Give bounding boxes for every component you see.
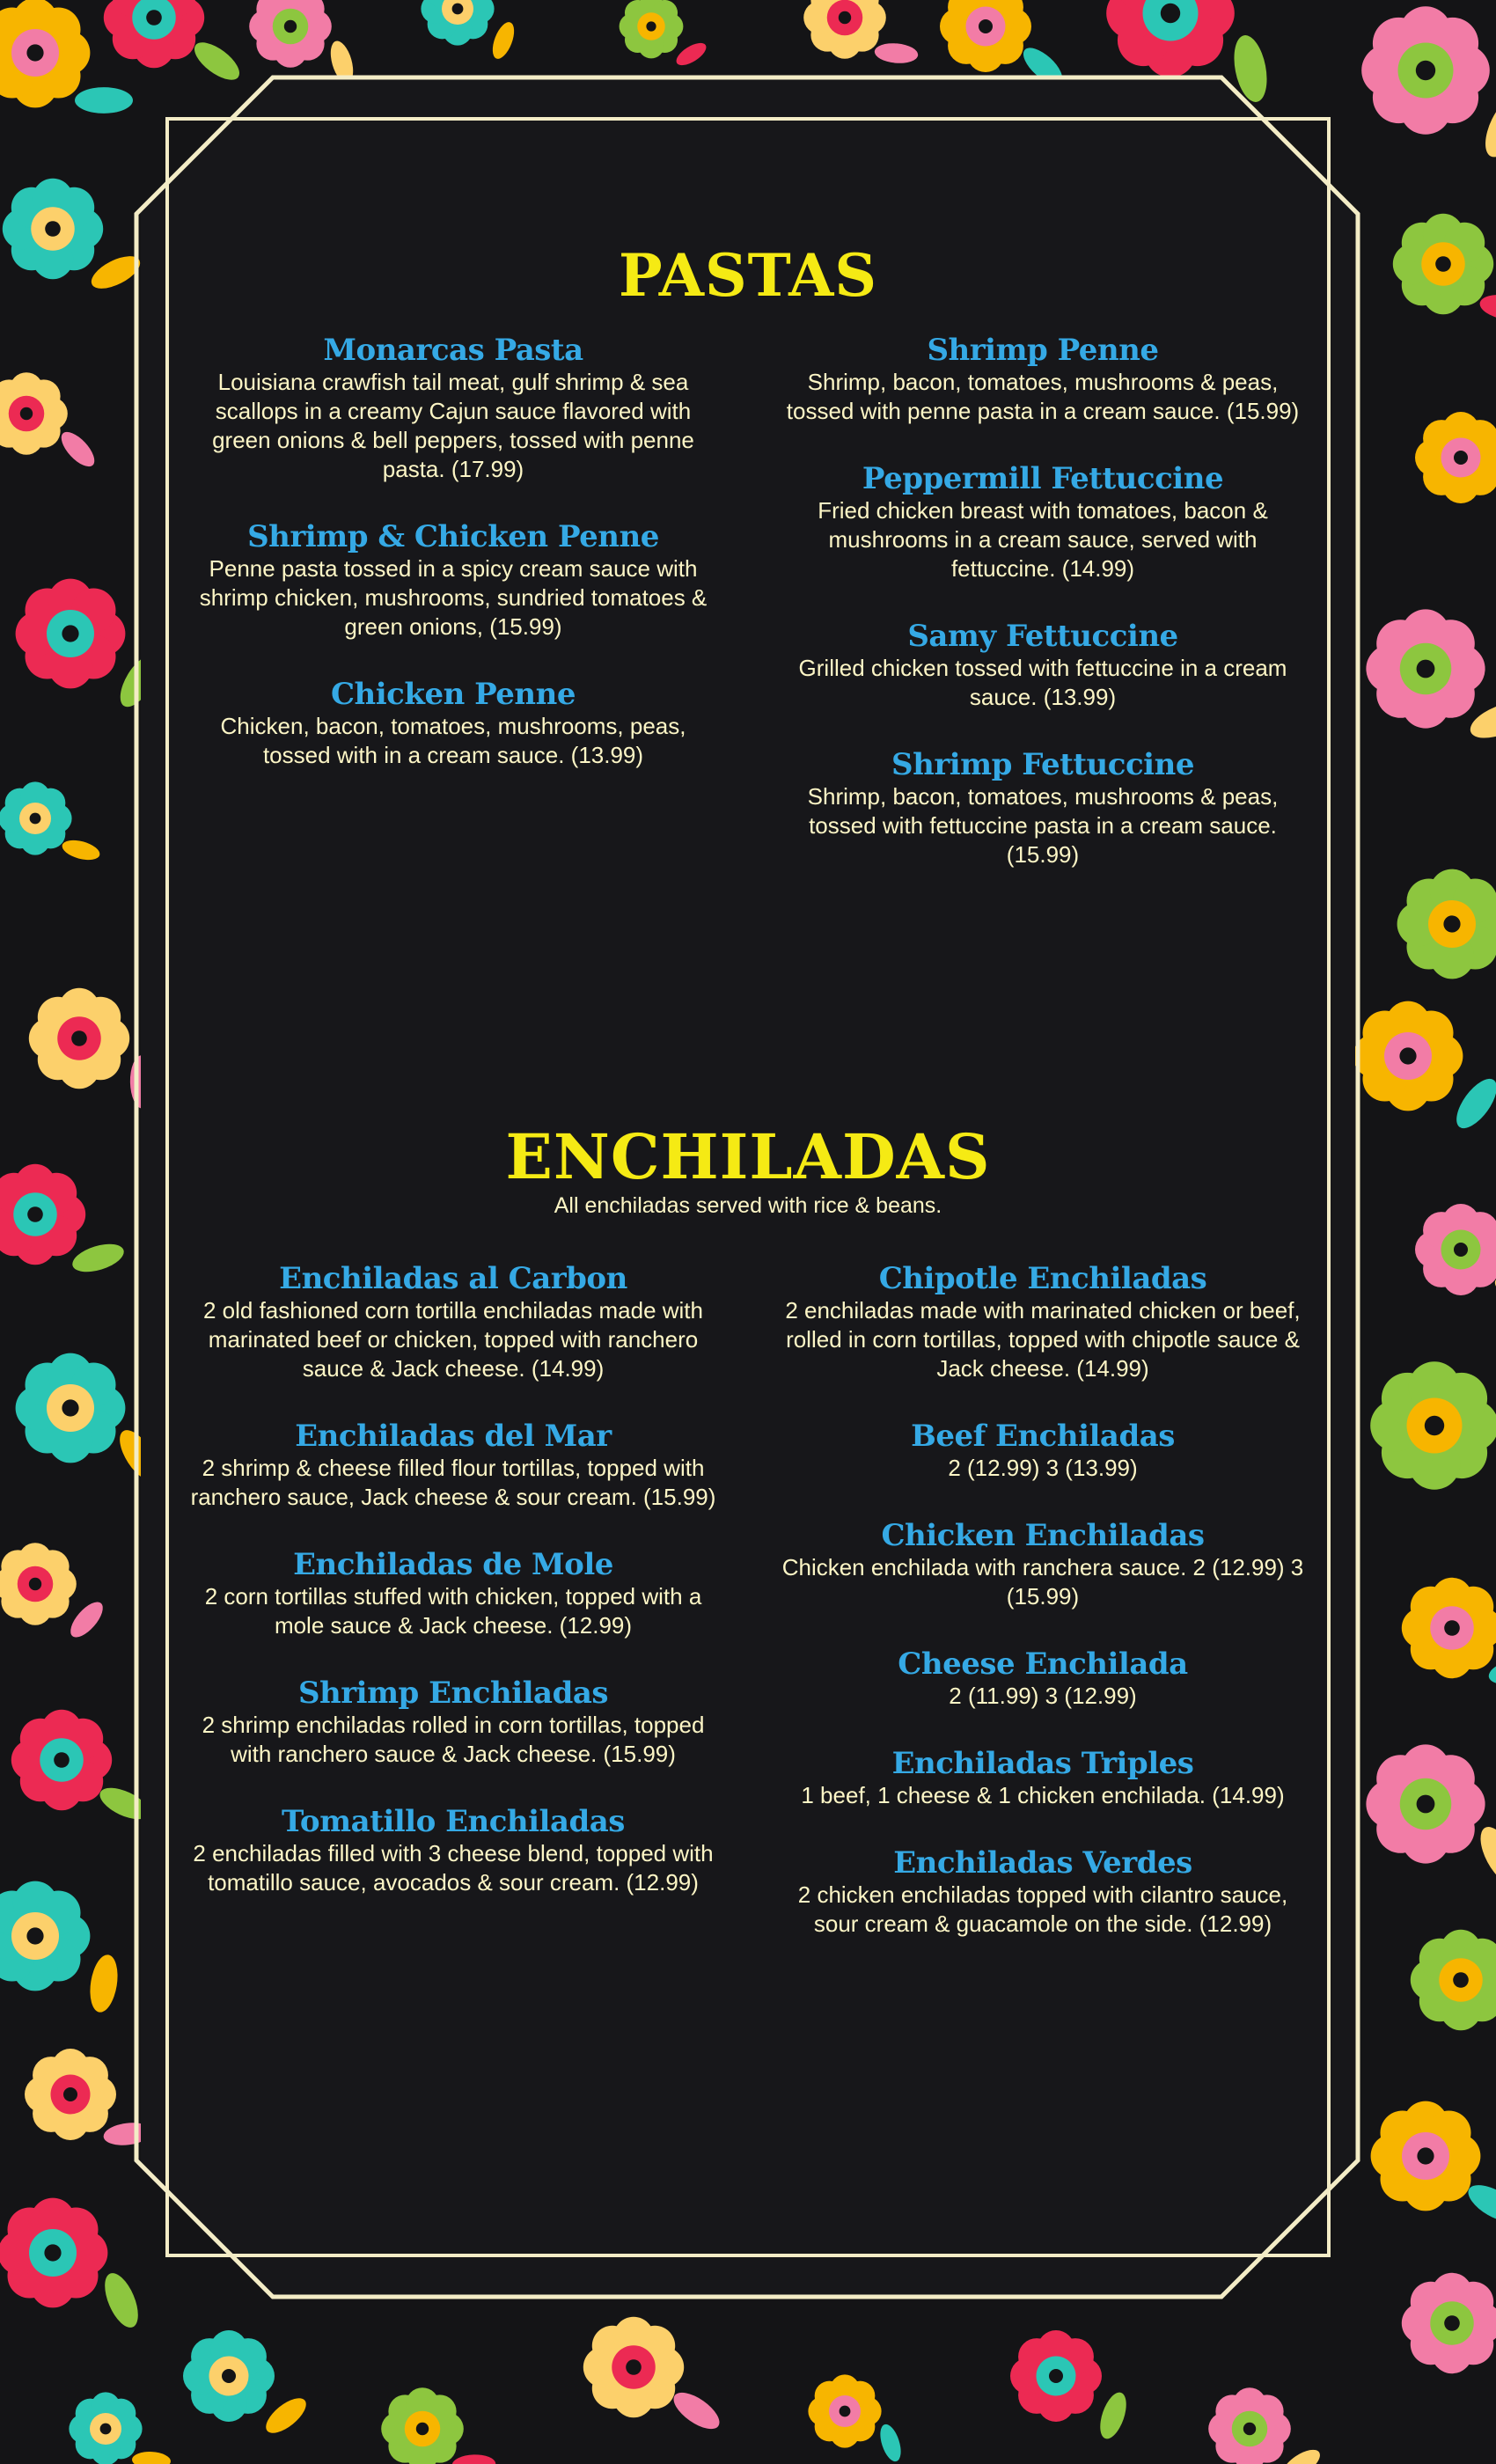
flower-dot-shape bbox=[840, 2406, 851, 2417]
menu-item bbox=[774, 333, 1311, 426]
leaf-shape bbox=[876, 2422, 905, 2464]
menu-item-description: Chicken, bacon, tomatoes, mushrooms, peas, tossed with in a cream sauce. (13.99) bbox=[220, 713, 686, 768]
menu-item bbox=[185, 677, 722, 770]
leaf-shape bbox=[1278, 2444, 1324, 2464]
menu-item-name: Shrimp & Chicken Penne bbox=[247, 519, 659, 554]
menu-item-description: 2 shrimp & cheese filled flour tortillas, topped with ranchero sauce, Jack cheese & sour cream. (15.99) bbox=[190, 1455, 716, 1510]
enchiladas-section bbox=[185, 1120, 1311, 1974]
leaf-shape bbox=[326, 39, 357, 86]
leaf-shape bbox=[1473, 1821, 1496, 1889]
flower-dot-shape bbox=[284, 20, 297, 33]
menu-item bbox=[185, 1804, 722, 1897]
flower-dot-shape bbox=[1444, 2315, 1460, 2331]
menu-item bbox=[774, 1419, 1311, 1483]
menu-item-name: Cheese Enchilada bbox=[898, 1646, 1188, 1682]
menu-item bbox=[774, 1646, 1311, 1711]
leaf-shape bbox=[98, 2269, 144, 2332]
menu-item-description: 2 corn tortillas stuffed with chicken, topped with a mole sauce & Jack cheese. (12.99) bbox=[204, 1583, 702, 1639]
flower-dot-shape bbox=[1435, 256, 1451, 272]
enchiladas-note: All enchiladas served with rice & beans. bbox=[554, 1193, 942, 1218]
flower-dot-shape bbox=[839, 11, 851, 24]
menu-item bbox=[185, 519, 722, 642]
menu-item bbox=[185, 1676, 722, 1769]
menu-item-description: 1 beef, 1 cheese & 1 chicken enchilada. (14.99) bbox=[801, 1782, 1285, 1808]
menu-item-name: Beef Enchiladas bbox=[911, 1419, 1175, 1454]
enchiladas-columns bbox=[185, 1261, 1311, 1974]
flower-dot-shape bbox=[1444, 1620, 1460, 1636]
pastas-right-column bbox=[774, 333, 1311, 905]
flower-dot-shape bbox=[71, 1030, 87, 1046]
leaf-shape bbox=[1478, 89, 1496, 163]
menu-item bbox=[774, 619, 1311, 712]
flower-dot-shape bbox=[1454, 451, 1468, 465]
menu-item-description: 2 enchiladas made with marinated chicken or beef, rolled in corn tortillas, topped with chipotle sauce & Jack cheese. (14.99) bbox=[785, 1297, 1301, 1382]
menu-item-name: Shrimp Enchiladas bbox=[297, 1676, 609, 1711]
flower-dot-shape bbox=[30, 813, 41, 825]
flower-dot-shape bbox=[452, 4, 464, 15]
pastas-section bbox=[185, 241, 1311, 905]
leaf-shape bbox=[673, 39, 710, 70]
menu-item-description: Grilled chicken tossed with fettuccine in a cream sauce. (13.99) bbox=[798, 655, 1287, 710]
menu-item-description: 2 (12.99) 3 (13.99) bbox=[948, 1455, 1138, 1481]
menu-item-name: Tomatillo Enchiladas bbox=[282, 1804, 625, 1839]
leaf-shape bbox=[451, 2454, 495, 2464]
enchiladas-right-column bbox=[774, 1261, 1311, 1974]
leaf-shape bbox=[86, 250, 144, 296]
menu-item bbox=[185, 1547, 722, 1640]
menu-item bbox=[185, 333, 722, 484]
menu-item bbox=[774, 1261, 1311, 1383]
leaf-shape bbox=[488, 19, 518, 62]
menu-item-name: Samy Fettuccine bbox=[907, 619, 1178, 654]
flower-dot-shape bbox=[646, 21, 656, 31]
menu-item-name: Chicken Penne bbox=[330, 677, 576, 712]
flower-dot-shape bbox=[146, 10, 162, 26]
leaf-shape bbox=[60, 837, 102, 864]
menu-item-description: Chicken enchilada with ranchera sauce. 2 (12.99) 3 (15.99) bbox=[781, 1554, 1304, 1610]
flower-dot-shape bbox=[416, 2423, 429, 2435]
pastas-title: PASTAS bbox=[618, 241, 878, 310]
menu-item-description: 2 chicken enchiladas topped with cilantro sauce, sour cream & guacamole on the side. (12.99) bbox=[797, 1881, 1288, 1937]
flower-dot-shape bbox=[979, 19, 993, 33]
leaf-shape bbox=[86, 1953, 121, 2014]
flower-dot-shape bbox=[26, 44, 43, 61]
flower-dot-shape bbox=[1243, 2423, 1256, 2435]
menu-item-description: Shrimp, bacon, tomatoes, mushrooms & peas, tossed with penne pasta in a cream sauce. (15.99) bbox=[786, 369, 1300, 424]
menu-item bbox=[185, 1419, 722, 1512]
flower-dot-shape bbox=[1425, 1416, 1444, 1435]
flower-dot-shape bbox=[29, 1578, 41, 1590]
menu-item-description: Louisiana crawfish tail meat, gulf shrimp & sea scallops in a creamy Cajun sauce flavored with green onions & bell peppers, tossed with penne pasta. (17.99) bbox=[212, 369, 694, 482]
menu-item bbox=[774, 747, 1311, 869]
flower-dot-shape bbox=[45, 221, 61, 237]
menu-item-name: Enchiladas Triples bbox=[891, 1746, 1194, 1781]
flower-dot-shape bbox=[1417, 2147, 1434, 2164]
pastas-columns bbox=[185, 333, 1311, 905]
leaf-shape bbox=[188, 35, 246, 86]
menu-item-description: Shrimp, bacon, tomatoes, mushrooms & peas, tossed with fettuccine pasta in a cream sauce.(15.99) bbox=[807, 783, 1279, 868]
menu-item-name: Chipotle Enchiladas bbox=[878, 1261, 1207, 1296]
leaf-shape bbox=[668, 2386, 725, 2436]
flower-dot-shape bbox=[62, 1399, 78, 1416]
flower-dot-shape bbox=[1049, 2369, 1063, 2383]
menu-item-description: 2 old fashioned corn tortilla enchiladas made with marinated beef or chicken, topped with ranchero sauce & Jack cheese. (14.99) bbox=[202, 1297, 703, 1382]
flower-dot-shape bbox=[1443, 915, 1460, 932]
menu-item bbox=[774, 1518, 1311, 1611]
leaf-shape bbox=[55, 427, 99, 472]
flower-dot-shape bbox=[44, 2244, 61, 2261]
menu-item-name: Peppermill Fettuccine bbox=[862, 461, 1224, 496]
flower-dot-shape bbox=[1454, 1243, 1468, 1257]
leaf-shape bbox=[132, 2451, 172, 2464]
leaf-shape bbox=[70, 1239, 128, 1278]
leaf-shape bbox=[1449, 1073, 1496, 1135]
menu-item-name: Enchiladas del Mar bbox=[295, 1419, 612, 1454]
enchiladas-left-column bbox=[185, 1261, 722, 1974]
flower-dot-shape bbox=[62, 625, 78, 642]
leaf-shape bbox=[75, 87, 133, 114]
flower-dot-shape bbox=[100, 2424, 112, 2435]
pastas-left-column bbox=[185, 333, 722, 905]
flower-dot-shape bbox=[626, 2359, 642, 2375]
flower-dot-shape bbox=[1453, 1972, 1469, 1988]
menu-item-name: Enchiladas de Mole bbox=[293, 1547, 613, 1582]
flower-dot-shape bbox=[1417, 660, 1435, 678]
flower-dot-shape bbox=[54, 1752, 70, 1768]
flower-dot-shape bbox=[26, 1927, 43, 1944]
menu-content bbox=[185, 241, 1311, 1937]
flower-dot-shape bbox=[63, 2087, 77, 2101]
leaf-shape bbox=[1095, 2389, 1131, 2442]
menu-item-description: Fried chicken breast with tomatoes, bacon & mushrooms in a cream sauce, served with fettuccine. (14.99) bbox=[818, 497, 1268, 582]
menu-item-name: Chicken Enchiladas bbox=[881, 1518, 1205, 1553]
menu-item-name: Monarcas Pasta bbox=[323, 333, 583, 368]
flower-dot-shape bbox=[1416, 61, 1435, 80]
menu-item bbox=[774, 461, 1311, 583]
menu-item-name: Enchiladas Verdes bbox=[893, 1845, 1192, 1881]
menu-item-name: Shrimp Fettuccine bbox=[891, 747, 1194, 782]
leaf-shape bbox=[260, 2392, 312, 2439]
flower-dot-shape bbox=[1417, 1795, 1435, 1814]
menu-item bbox=[774, 1746, 1311, 1810]
flower-dot-shape bbox=[222, 2369, 236, 2383]
leaf-shape bbox=[65, 1597, 108, 1643]
menu-item bbox=[185, 1261, 722, 1383]
flower-dot-shape bbox=[1399, 1047, 1416, 1064]
flower-dot-shape bbox=[1161, 4, 1180, 23]
menu-item-description: 2 (11.99) 3 (12.99) bbox=[949, 1683, 1137, 1709]
leaf-shape bbox=[874, 41, 919, 65]
menu-item-name: Enchiladas al Carbon bbox=[279, 1261, 627, 1296]
menu-item bbox=[774, 1845, 1311, 1939]
flower-dot-shape bbox=[20, 407, 33, 420]
menu-item-description: 2 shrimp enchiladas rolled in corn tortillas, topped with ranchero sauce & Jack cheese. (15.99) bbox=[202, 1712, 705, 1767]
menu-item-description: Penne pasta tossed in a spicy cream sauce with shrimp chicken, mushrooms, sundried tomatoes & green onions, (15.99) bbox=[199, 555, 708, 640]
menu-item-name: Shrimp Penne bbox=[927, 333, 1159, 368]
flower-dot-shape bbox=[27, 1206, 43, 1222]
enchiladas-title: ENCHILADAS bbox=[505, 1120, 991, 1193]
menu-item-description: 2 enchiladas filled with 3 cheese blend, topped with tomatillo sauce, avocados & sour cream. (12.99) bbox=[193, 1840, 714, 1896]
